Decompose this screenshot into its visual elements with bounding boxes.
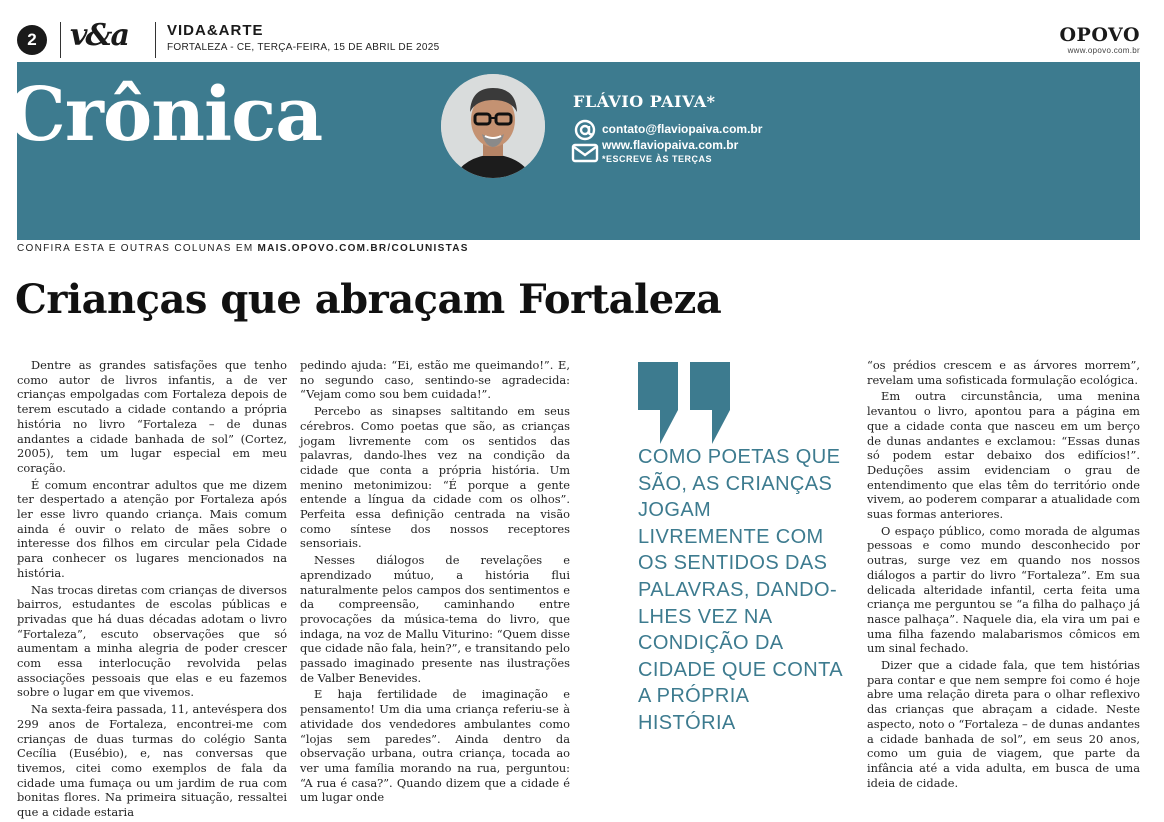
- paragraph: É comum encontrar adultos que me dizem ter despertado a atenção por Fortaleza após ler esse livro quando criança. Mais comum ainda é ouvir o relato de mães sobre o interesse dos filhos em circular pela Cidade para conhecer os lugares mencionados na história.: [17, 477, 287, 580]
- brand-url[interactable]: www.opovo.com.br: [1067, 46, 1140, 55]
- dateline: FORTALEZA - CE, TERÇA-FEIRA, 15 DE ABRIL DE 2025: [167, 42, 440, 53]
- divider: [155, 22, 156, 58]
- pull-quote: COMO POETAS QUE SÃO, AS CRIANÇAS JOGAM LIVREMENTE COM OS SENTIDOS DAS PALAVRAS, DANDO-LHES VEZ NA CONDIÇÃO DA CIDADE QUE CONTA A PRÓPRIA HISTÓRIA: [638, 446, 842, 734]
- article-column-2: [300, 358, 570, 807]
- article-column-1: [17, 358, 287, 822]
- paragraph: Dentre as grandes satisfações que tenho como autor de livros infantis, a de ver crianças empolgadas com Fortaleza depois de terem escutado a cidade contando a própria história no livro “Fortaleza – de dunas andantes a cidade banhada de sol” (Cortez, 2005), tem um lugar especial em meu coração.: [17, 358, 287, 475]
- paragraph: pedindo ajuda: “Ei, estão me queimando!”. E, no segundo caso, sentindo-se agradecida: “Vejam como sou bem cuidada!”.: [300, 358, 570, 402]
- mail-icon: [571, 142, 599, 164]
- author-avatar: [441, 74, 545, 192]
- paragraph: E haja fertilidade de imaginação e pensamento! Um dia uma criança referiu-se à atividade dos vendedores ambulantes como “lojas sem paredes”. Ainda dentro da observação urbana, outra criança, tocada ao ver uma família morando na rua, perguntou: “A rua é casa?”. Quando dizem que a cidade é um lugar onde: [300, 687, 570, 805]
- paragraph: Na sexta-feira passada, 11, antevéspera dos 299 anos de Fortaleza, encontrei-me com crianças de duas turmas do colégio Santa Cecília (Eusébio), e, nas conversas que tivemos, citei como exemplos de fala da cidade uma fumaça ou um jardim de rua com bonitas flores. Na primeira situação, ressaltei que a cidade estaria: [17, 702, 287, 820]
- article-headline: Crianças que abraçam Fortaleza: [15, 276, 722, 323]
- paragraph: Nesses diálogos de revelações e aprendizado mútuo, a história flui naturalmente pelos campos dos sentimentos e da compreensão, caminhando entre provocações da música-tema do livro, que indaga, na voz de Mallu Viturino: “Quem disse que cidade não fala, hein?”, e transitando pelo passado imaginado presente nas ilustrações de Valber Benevides.: [300, 553, 570, 685]
- brand-logo[interactable]: OPOVO: [1059, 24, 1140, 46]
- author-schedule: *ESCREVE ÀS TERÇAS: [602, 154, 713, 164]
- divider: [60, 22, 61, 58]
- more-columns-link[interactable]: MAIS.OPOVO.COM.BR/COLUNISTAS: [257, 243, 469, 254]
- at-icon: [573, 118, 597, 142]
- author-website[interactable]: www.flaviopaiva.com.br: [602, 138, 739, 152]
- paragraph: Dizer que a cidade fala, que tem histórias para contar e que nem sempre foi como é hoje abre uma relação direta para o olhar reflexivo das crianças que abraçam a cidade. Neste aspecto, noto o “Fortaleza – de dunas andantes a cidade banhada de sol”, em seus 20 anos, como um guia de viagem, que parte da infância até a vida adulta, em busca de uma ideia de cidade.: [867, 658, 1140, 790]
- paragraph: Nas trocas diretas com crianças de diversos bairros, estudantes de escolas públicas e privadas que há duas décadas adotam o livro “Fortaleza”, escuto observações que só aumentam a minha alegria de poder crescer com essa interlocução revolvida pelas associações pessoais que elas e eu fazemos sobre o lugar em que vivemos.: [17, 582, 287, 700]
- article-column-4: [867, 358, 1140, 792]
- page-number: 2: [17, 25, 47, 55]
- column-name: Crônica: [7, 72, 323, 158]
- author-email[interactable]: contato@flaviopaiva.com.br: [602, 122, 763, 136]
- paragraph: Percebo as sinapses saltitando em seus cérebros. Como poetas que são, as crianças jogam livremente com os sentidos das palavras, dando-lhes vez na condição da cidade que conta a própria história. Um menino metonimizou: “É porque a gente entende a língua da cidade com os olhos”. Perfeita essa definição centrada na visão como síntese dos nossos receptores sensoriais.: [300, 404, 570, 551]
- paragraph: Em outra circunstância, uma menina levantou o livro, apontou para a página em que a cidade conta que nasceu em um berço de dunas andantes e exclamou: “Essas dunas só podem estar debaixo dos edifícios!”. Deduções assim evidenciam o grau de entendimento que elas têm do território onde vivem, ao poderem comparar a atualidade com suas formas anteriores.: [867, 389, 1140, 522]
- author-name: FLÁVIO PAIVA*: [573, 92, 716, 111]
- masthead: [0, 0, 1164, 62]
- section-title: VIDA&ARTE: [167, 22, 264, 39]
- more-columns-prefix: CONFIRA ESTA E OUTRAS COLUNAS EM: [17, 243, 258, 254]
- quote-marks-icon: [636, 360, 732, 446]
- section-logo: v&a: [70, 18, 128, 53]
- paragraph: O espaço público, como morada de algumas pessoas e como mundo desconhecido por outras, surge vez em quando nos nossos diálogos a partir do livro “Fortaleza”. Em sua delicada alteridade infantil, certa feita uma criança me perguntou se “a filha do palhaço já nasce palhaça”. Naquele dia, ela vira um pai e uma filha fazendo malabarismos cômicos em um sinal fechado.: [867, 523, 1140, 656]
- more-columns-line: [17, 243, 469, 254]
- paragraph: “os prédios crescem e as árvores morrem”, revelam uma sofisticada formulação ecológica.: [867, 358, 1140, 387]
